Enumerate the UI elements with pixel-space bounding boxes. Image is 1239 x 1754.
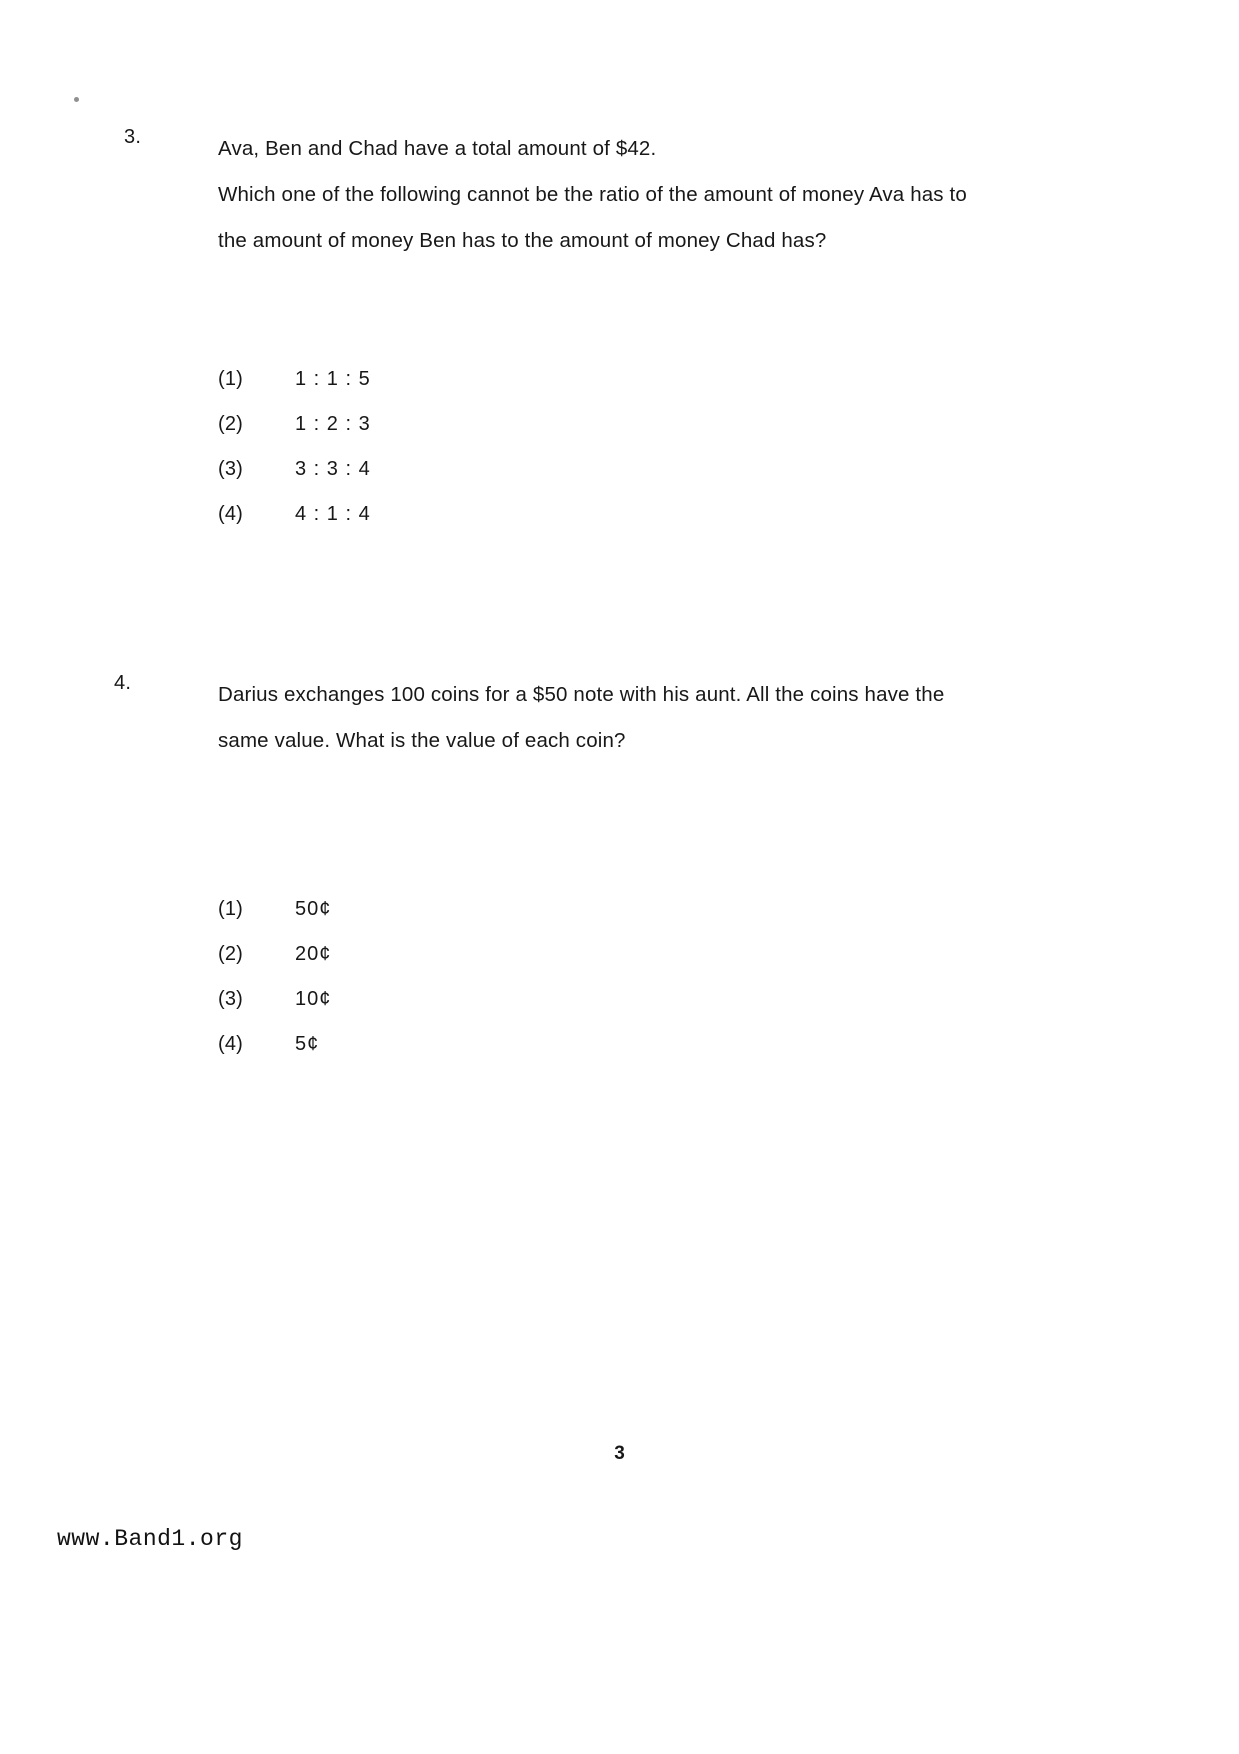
option-row[interactable] <box>218 1033 818 1078</box>
option-label: (4) <box>218 1033 244 1055</box>
option-label: (4) <box>218 503 244 525</box>
option-text: 50¢ <box>295 898 332 920</box>
footer-url: www.Band1.org <box>57 1526 243 1552</box>
option-label: (3) <box>218 988 244 1010</box>
option-row[interactable] <box>218 458 818 503</box>
option-text: 1 : 1 : 5 <box>295 368 371 390</box>
question-3-line-1: Ava, Ben and Chad have a total amount of $42. <box>218 137 657 160</box>
option-text: 20¢ <box>295 943 332 965</box>
option-label: (1) <box>218 898 244 920</box>
question-3-line-2: Which one of the following cannot be the ratio of the amount of money Ava has to <box>218 183 967 206</box>
question-3-text <box>218 126 1078 264</box>
option-row[interactable] <box>218 413 818 458</box>
option-row[interactable] <box>218 503 818 548</box>
question-4-number: 4. <box>114 672 132 694</box>
question-4-text <box>218 672 1078 764</box>
option-text: 10¢ <box>295 988 332 1010</box>
option-text: 1 : 2 : 3 <box>295 413 371 435</box>
question-3-options <box>218 368 818 548</box>
option-label: (2) <box>218 943 244 965</box>
question-4-line-1: Darius exchanges 100 coins for a $50 note with his aunt. All the coins have the <box>218 683 945 706</box>
option-text: 5¢ <box>295 1033 320 1055</box>
option-row[interactable] <box>218 898 818 943</box>
option-row[interactable] <box>218 988 818 1033</box>
option-row[interactable] <box>218 368 818 413</box>
option-text: 4 : 1 : 4 <box>295 503 371 525</box>
question-4-line-2: same value. What is the value of each coin? <box>218 729 626 752</box>
question-3-line-3: the amount of money Ben has to the amount of money Chad has? <box>218 229 827 252</box>
option-row[interactable] <box>218 943 818 988</box>
question-3-number: 3. <box>124 126 142 148</box>
option-label: (2) <box>218 413 244 435</box>
option-label: (3) <box>218 458 244 480</box>
option-text: 3 : 3 : 4 <box>295 458 371 480</box>
page-number: 3 <box>614 1443 625 1464</box>
scan-artifact-dot <box>74 97 79 102</box>
question-4-options <box>218 898 818 1078</box>
option-label: (1) <box>218 368 244 390</box>
